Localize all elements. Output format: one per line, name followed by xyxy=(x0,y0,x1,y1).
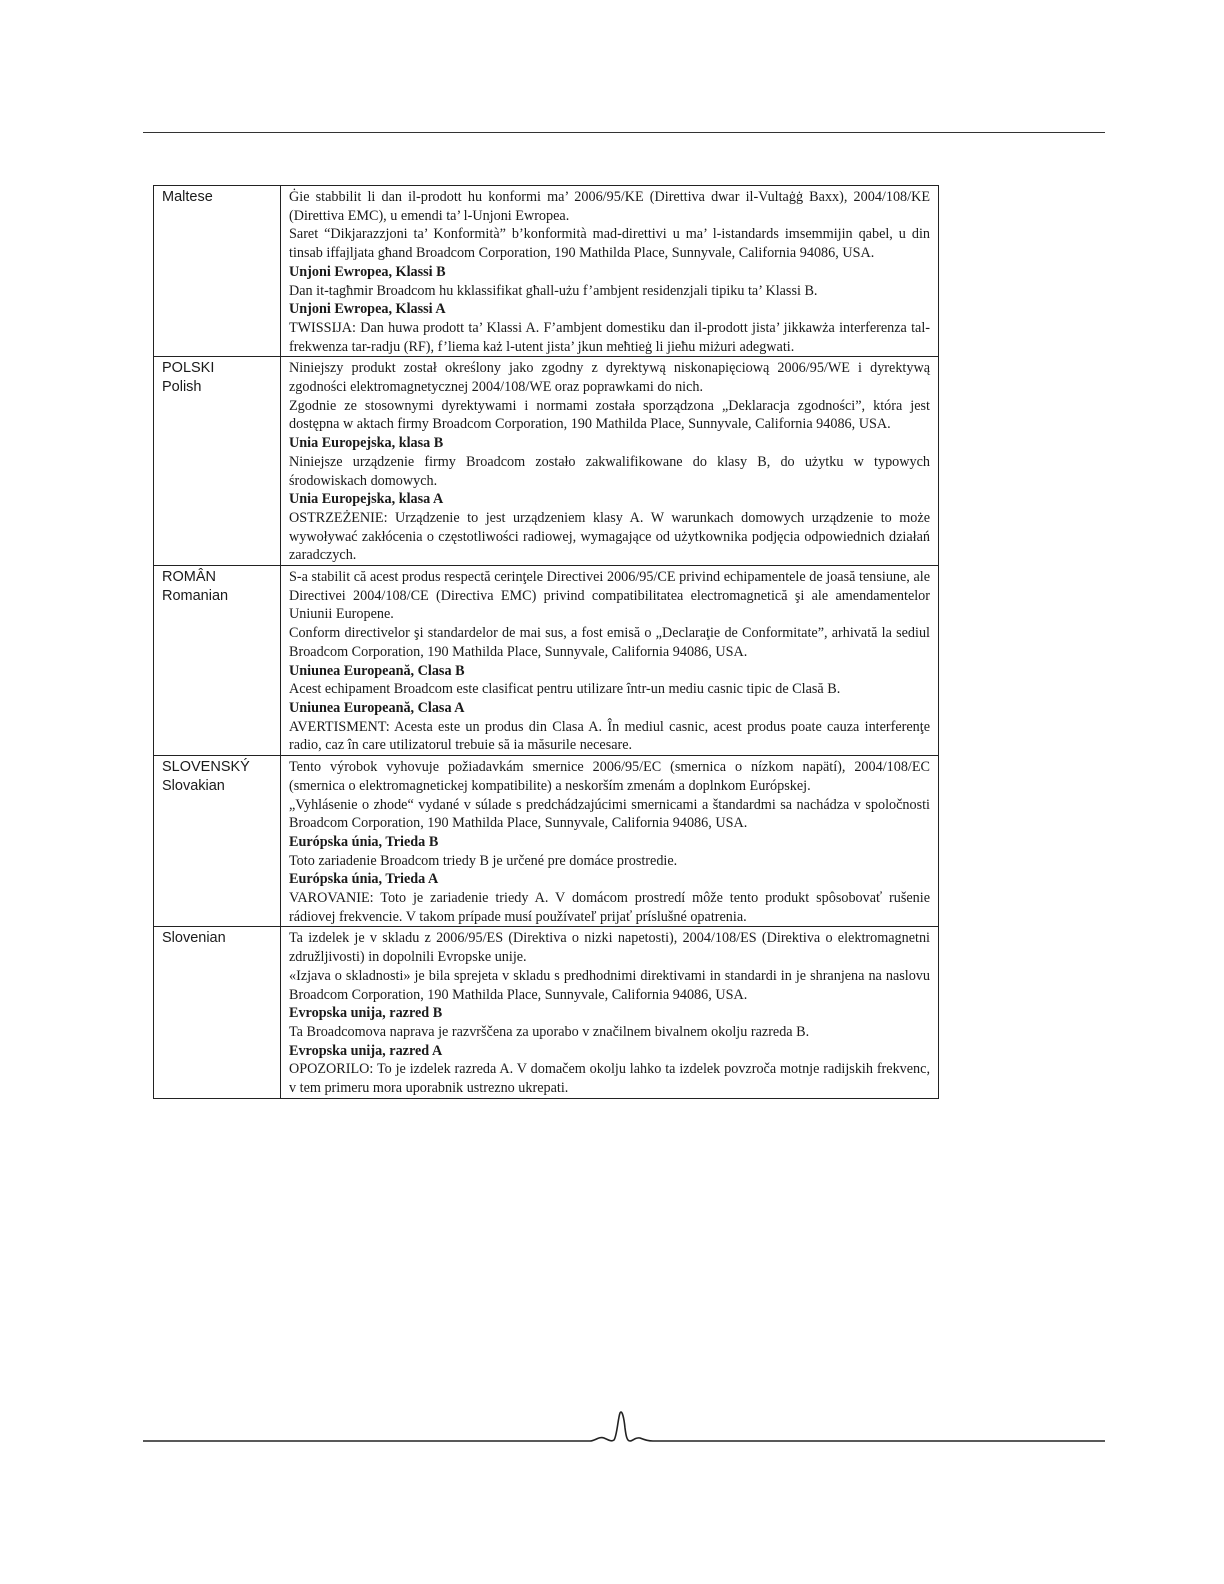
declaration-text-cell xyxy=(281,186,939,357)
declaration-paragraph: Tento výrobok vyhovuje požiadavkám smernice 2006/95/EC (smernica o nízkom napätí), 2004/108/EC (smernica o elektromagnetickej kompatibilite) a neskorším zmenám a doplnkom Európskej. xyxy=(289,759,930,794)
declaration-paragraph: Niniejszy produkt został określony jako zgodny z dyrektywą niskonapięciową 2006/95/WE i dyrektywą zgodności elektromagnetycznej 2004/108/WE oraz poprawkami do nich. xyxy=(289,360,930,396)
declaration-paragraph: Dan it-tagħmir Broadcom hu kklassifikat għall-użu f’ambjent residenzjali tipiku ta’ Klassi B. xyxy=(289,282,818,299)
language-label: Romanian xyxy=(162,587,229,604)
broadcom-pulse-logo-icon xyxy=(143,1410,1105,1460)
declaration-paragraph: Zgodnie ze stosownymi dyrektywami i normami została sporządzona „Deklaracja zgodności”, która jest dostępna w aktach firmy Broadcom Corporation, 190 Mathilda Place, Sunnyvale, California 94086, USA. xyxy=(289,397,930,433)
language-label: Maltese xyxy=(162,189,213,205)
table-row xyxy=(154,756,939,927)
language-cell xyxy=(154,186,281,357)
declaration-paragraph: Saret “Dikjarazzjoni ta’ Konformità” b’konformità mad-direttivi u ma’ l-istandards imsemmijin qabel, u din tinsab iffajljata għand Broadcom Corporation, 190 Mathilda Place, Sunnyvale, California 94086, USA. xyxy=(289,226,930,262)
header-rule xyxy=(143,132,1105,133)
class-heading: Európska únia, Trieda B xyxy=(289,833,439,850)
class-heading: Unia Europejska, klasa A xyxy=(289,491,444,508)
declaration-paragraph: S-a stabilit că acest produs respectă cerinţele Directivei 2006/95/CE privind echipamentele de joasă tensiune, ale Directivei 2004/108/CE (Directiva EMC) privind compatibilitatea electromagnetică şi ale amendamentelor Uniunii Europene. xyxy=(289,569,930,623)
declaration-paragraph: Toto zariadenie Broadcom triedy B je určené pre domáce prostredie. xyxy=(289,852,678,869)
language-cell xyxy=(154,756,281,927)
declaration-paragraph: AVERTISMENT: Acesta este un produs din Clasa A. În mediul casnic, acest produs poate cauza interferenţe radio, caz în care utilizatorul trebuie să ia măsurile necesare. xyxy=(289,718,930,754)
table-row xyxy=(154,927,939,1098)
declaration-paragraph: OSTRZEŻENIE: Urządzenie to jest urządzeniem klasy A. W warunkach domowych urządzenie to może wywoływać zakłócenia o częstotliwości radiowej, wymagające od użytkownika podjęcia odpowiednich działań zaradczych. xyxy=(289,509,930,564)
declaration-paragraph: „Vyhlásenie o zhode“ vydané v súlade s predchádzajúcimi smernicami a štandardmi sa nachádza v spoločnosti Broadcom Corporation, 190 Mathilda Place, Sunnyvale, California 94086, USA. xyxy=(289,796,930,832)
table-row xyxy=(154,186,939,357)
class-heading: Uniunea Europeană, Clasa A xyxy=(289,699,465,716)
declaration-paragraph: «Izjava o skladnosti» je bila sprejeta v skladu s predhodnimi direktivami in standardi in je shranjena na naslovu Broadcom Corporation, 190 Mathilda Place, Sunnyvale, California 94086, USA. xyxy=(289,967,930,1003)
declaration-paragraph: VAROVANIE: Toto je zariadenie triedy A. V domácom prostredí môže tento produkt spôsobovať rušenie rádiovej frekvencie. V takom prípade musí používateľ prijať príslušné opatrenia. xyxy=(289,890,930,925)
declaration-paragraph: TWISSIJA: Dan huwa prodott ta’ Klassi A. F’ambjent domestiku dan il-prodott jista’ jikkawża interferenza tal-frekwenza tar-radju (RF), f’liema każ l-utent jista’ jkun meħtieġ li jieħu miżuri adegwati. xyxy=(289,319,930,355)
class-heading: Evropska unija, razred B xyxy=(289,1005,443,1022)
language-cell xyxy=(154,927,281,1098)
language-label: ROMÂN xyxy=(162,569,216,586)
class-heading: Unjoni Ewropea, Klassi A xyxy=(289,301,446,318)
declaration-text-cell xyxy=(281,756,939,927)
table-row xyxy=(154,566,939,756)
language-cell xyxy=(154,357,281,566)
declaration-paragraph: Acest echipament Broadcom este clasificat pentru utilizare într-un mediu casnic tipic de Clasă B. xyxy=(289,681,841,698)
declaration-table xyxy=(153,185,939,1099)
class-heading: Evropska unija, razred A xyxy=(289,1042,443,1059)
language-label: Slovakian xyxy=(162,777,225,794)
language-label: Polish xyxy=(162,378,202,395)
declaration-text-cell xyxy=(281,566,939,756)
class-heading: Unia Europejska, klasa B xyxy=(289,435,444,452)
declaration-paragraph: Conform directivelor şi standardelor de mai sus, a fost emisă o „Declaraţie de Conformitate”, arhivată la sediul Broadcom Corporation, 190 Mathilda Place, Sunnyvale, California 94086, USA. xyxy=(289,625,930,660)
class-heading: Uniunea Europeană, Clasa B xyxy=(289,662,465,679)
declaration-paragraph: Ta Broadcomova naprava je razvrščena za uporabo v značilnem bivalnem okolju razreda B. xyxy=(289,1023,810,1040)
declaration-paragraph: Niniejsze urządzenie firmy Broadcom zostało zakwalifikowane do klasy B, do użytku w typowych środowiskach domowych. xyxy=(289,453,930,489)
declaration-paragraph: Ġie stabbilit li dan il-prodott hu konformi ma’ 2006/95/KE (Direttiva dwar il-Vultaġġ Baxx), 2004/108/KE (Direttiva EMC), u emendi ta’ l-Unjoni Ewropea. xyxy=(289,189,930,224)
language-label: Slovenian xyxy=(162,930,226,947)
page-footer xyxy=(143,1410,1105,1460)
declaration-text-cell xyxy=(281,357,939,566)
language-label: POLSKI xyxy=(162,360,215,377)
class-heading: Európska únia, Trieda A xyxy=(289,871,439,888)
declaration-text-cell xyxy=(281,927,939,1098)
declaration-paragraph: Ta izdelek je v skladu z 2006/95/ES (Direktiva o nizki napetosti), 2004/108/ES (Direktiva o elektromagnetni združljivosti) in dopolnili Evropske unije. xyxy=(289,930,930,966)
table-row xyxy=(154,357,939,566)
language-label: SLOVENSKÝ xyxy=(162,759,250,776)
class-heading: Unjoni Ewropea, Klassi B xyxy=(289,263,446,280)
language-cell xyxy=(154,566,281,756)
declaration-paragraph: OPOZORILO: To je izdelek razreda A. V domačem okolju lahko ta izdelek povzroča motnje radijskih frekvenc, v tem primeru mora uporabnik ustrezno ukrepati. xyxy=(289,1061,930,1097)
declaration-table-body xyxy=(154,186,939,1099)
